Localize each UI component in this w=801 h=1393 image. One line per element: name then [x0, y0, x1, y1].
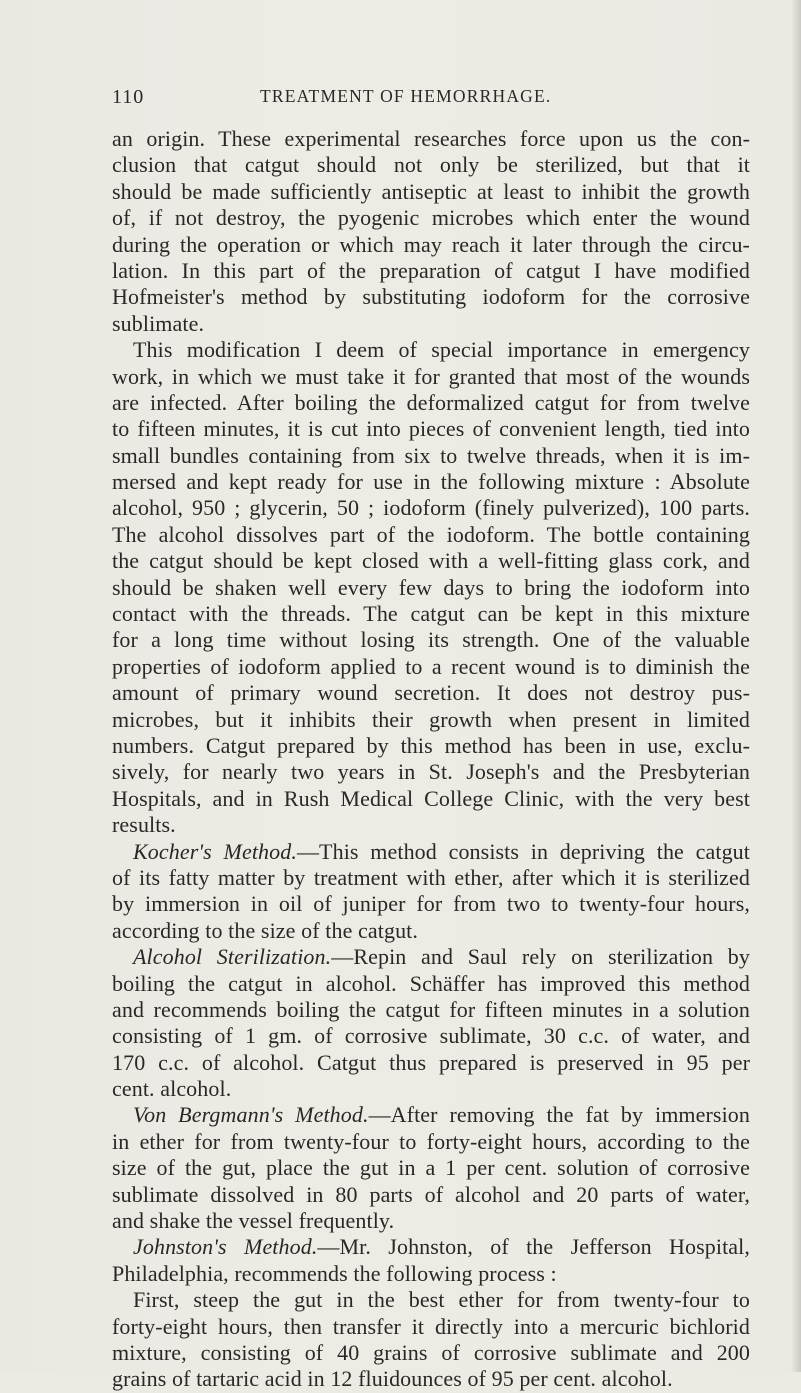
text-run: —After removing the fat by immersion [368, 1102, 750, 1128]
text-line: alcohol, 950 ; glycerin, 50 ; iodoform (finely pulverized), 100 parts. [112, 495, 750, 521]
text-line: an origin. These experimental researches force upon us the con- [112, 126, 750, 151]
text-line: boiling the catgut in alcohol. Schäffer has improved this method [112, 970, 750, 996]
text-line: during the operation or which may reach it later through the circu- [112, 231, 750, 257]
text-line: to fifteen minutes, it is cut into pieces of convenient length, tied into [112, 416, 750, 442]
section-heading: Kocher's Method. [133, 838, 297, 864]
section-heading: Von Bergmann's Method. [133, 1102, 369, 1128]
text-line: of, if not destroy, the pyogenic microbes which enter the wound [112, 205, 750, 231]
text-line: numbers. Catgut prepared by this method has been in use, exclu- [112, 732, 750, 758]
text-line: Hospitals, and in Rush Medical College Clinic, with the very best [112, 785, 750, 811]
running-head: TREATMENT OF HEMORRHAGE. [260, 86, 552, 106]
text-line: contact with the threads. The catgut can be kept in this mixture [112, 601, 750, 627]
text-line: and shake the vessel frequently. [112, 1208, 395, 1234]
text-run: —This method consists in depriving the catgut [296, 838, 750, 864]
body-text [112, 126, 750, 1393]
text-line: size of the gut, place the gut in a 1 per cent. solution of corrosive [112, 1155, 750, 1181]
page-edge-shadow [791, 0, 801, 1372]
text-line: small bundles containing from six to twelve threads, when it is im- [112, 442, 750, 468]
text-line: forty-eight hours, then transfer it directly into a mercuric bichlorid [112, 1313, 750, 1339]
page-number: 110 [112, 86, 145, 108]
text-line [112, 839, 750, 865]
text-line: clusion that catgut should not only be sterilized, but that it [112, 152, 750, 178]
text-run: —Repin and Saul rely on sterilization by [331, 944, 750, 970]
paragraph [112, 126, 750, 337]
paragraph [112, 337, 750, 838]
text-line: should be shaken well every few days to bring the iodoform into [112, 574, 750, 600]
text-line: sively, for nearly two years in St. Joseph's and the Presbyterian [112, 759, 750, 785]
text-line: First, steep the gut in the best ether for from twenty-four to [133, 1287, 750, 1313]
paragraph [112, 1102, 750, 1234]
text-line: grains of tartaric acid in 12 fluidounces of 95 per cent. alcohol. [112, 1366, 673, 1392]
paragraph [112, 1234, 750, 1287]
text-line: and recommends boiling the catgut for fifteen minutes in a solution [112, 996, 750, 1022]
text-line: by immersion in oil of juniper for from two to twenty-four hours, [112, 891, 750, 917]
text-line: The alcohol dissolves part of the iodoform. The bottle containing [112, 521, 750, 547]
text-line: consisting of 1 gm. of corrosive sublimate, 30 c.c. of water, and [112, 1023, 750, 1049]
text-line: properties of iodoform applied to a recent wound is to diminish the [112, 653, 750, 679]
text-line: microbes, but it inhibits their growth when present in limited [112, 706, 750, 732]
text-line: cent. alcohol. [112, 1076, 232, 1102]
text-line: mersed and kept ready for use in the following mixture : Absolute [112, 469, 750, 495]
text-run: —Mr. Johnston, of the Jefferson Hospital, [317, 1234, 750, 1260]
section-heading: Alcohol Sterilization. [133, 944, 332, 970]
text-line: work, in which we must take it for granted that most of the wounds [112, 363, 750, 389]
text-line: 170 c.c. of alcohol. Catgut thus prepared is preserved in 95 per [112, 1049, 750, 1075]
text-line: Philadelphia, recommends the following process : [112, 1260, 557, 1286]
text-line: lation. In this part of the preparation of catgut I have modified [112, 257, 750, 283]
text-line: in ether for from twenty-four to forty-eight hours, according to the [112, 1128, 750, 1154]
text-line: should be made sufficiently antiseptic at least to inhibit the growth [112, 178, 750, 204]
text-line: amount of primary wound secretion. It does not destroy pus- [112, 680, 750, 706]
paragraph [112, 839, 750, 945]
text-line: sublimate. [112, 310, 205, 336]
text-line: according to the size of the catgut. [112, 917, 418, 943]
text-line: of its fatty matter by treatment with ether, after which it is sterilized [112, 864, 750, 890]
text-line: for a long time without losing its strength. One of the valuable [112, 627, 750, 653]
text-line: results. [112, 812, 176, 838]
text-line [112, 1102, 750, 1128]
text-line [112, 944, 750, 970]
paragraph [112, 1287, 750, 1393]
paragraph [112, 944, 750, 1102]
section-heading: Johnston's Method. [133, 1234, 318, 1260]
text-line [112, 1234, 750, 1260]
page-header [112, 86, 752, 114]
text-line: This modification I deem of special importance in emergency [133, 337, 750, 363]
text-line: the catgut should be kept closed with a well-fitting glass cork, and [112, 548, 750, 574]
text-line: sublimate dissolved in 80 parts of alcohol and 20 parts of water, [112, 1181, 750, 1207]
text-line: are infected. After boiling the deformalized catgut for from twelve [112, 389, 750, 415]
text-line: Hofmeister's method by substituting iodoform for the corrosive [112, 284, 750, 310]
text-line: mixture, consisting of 40 grains of corrosive sublimate and 200 [112, 1339, 750, 1365]
